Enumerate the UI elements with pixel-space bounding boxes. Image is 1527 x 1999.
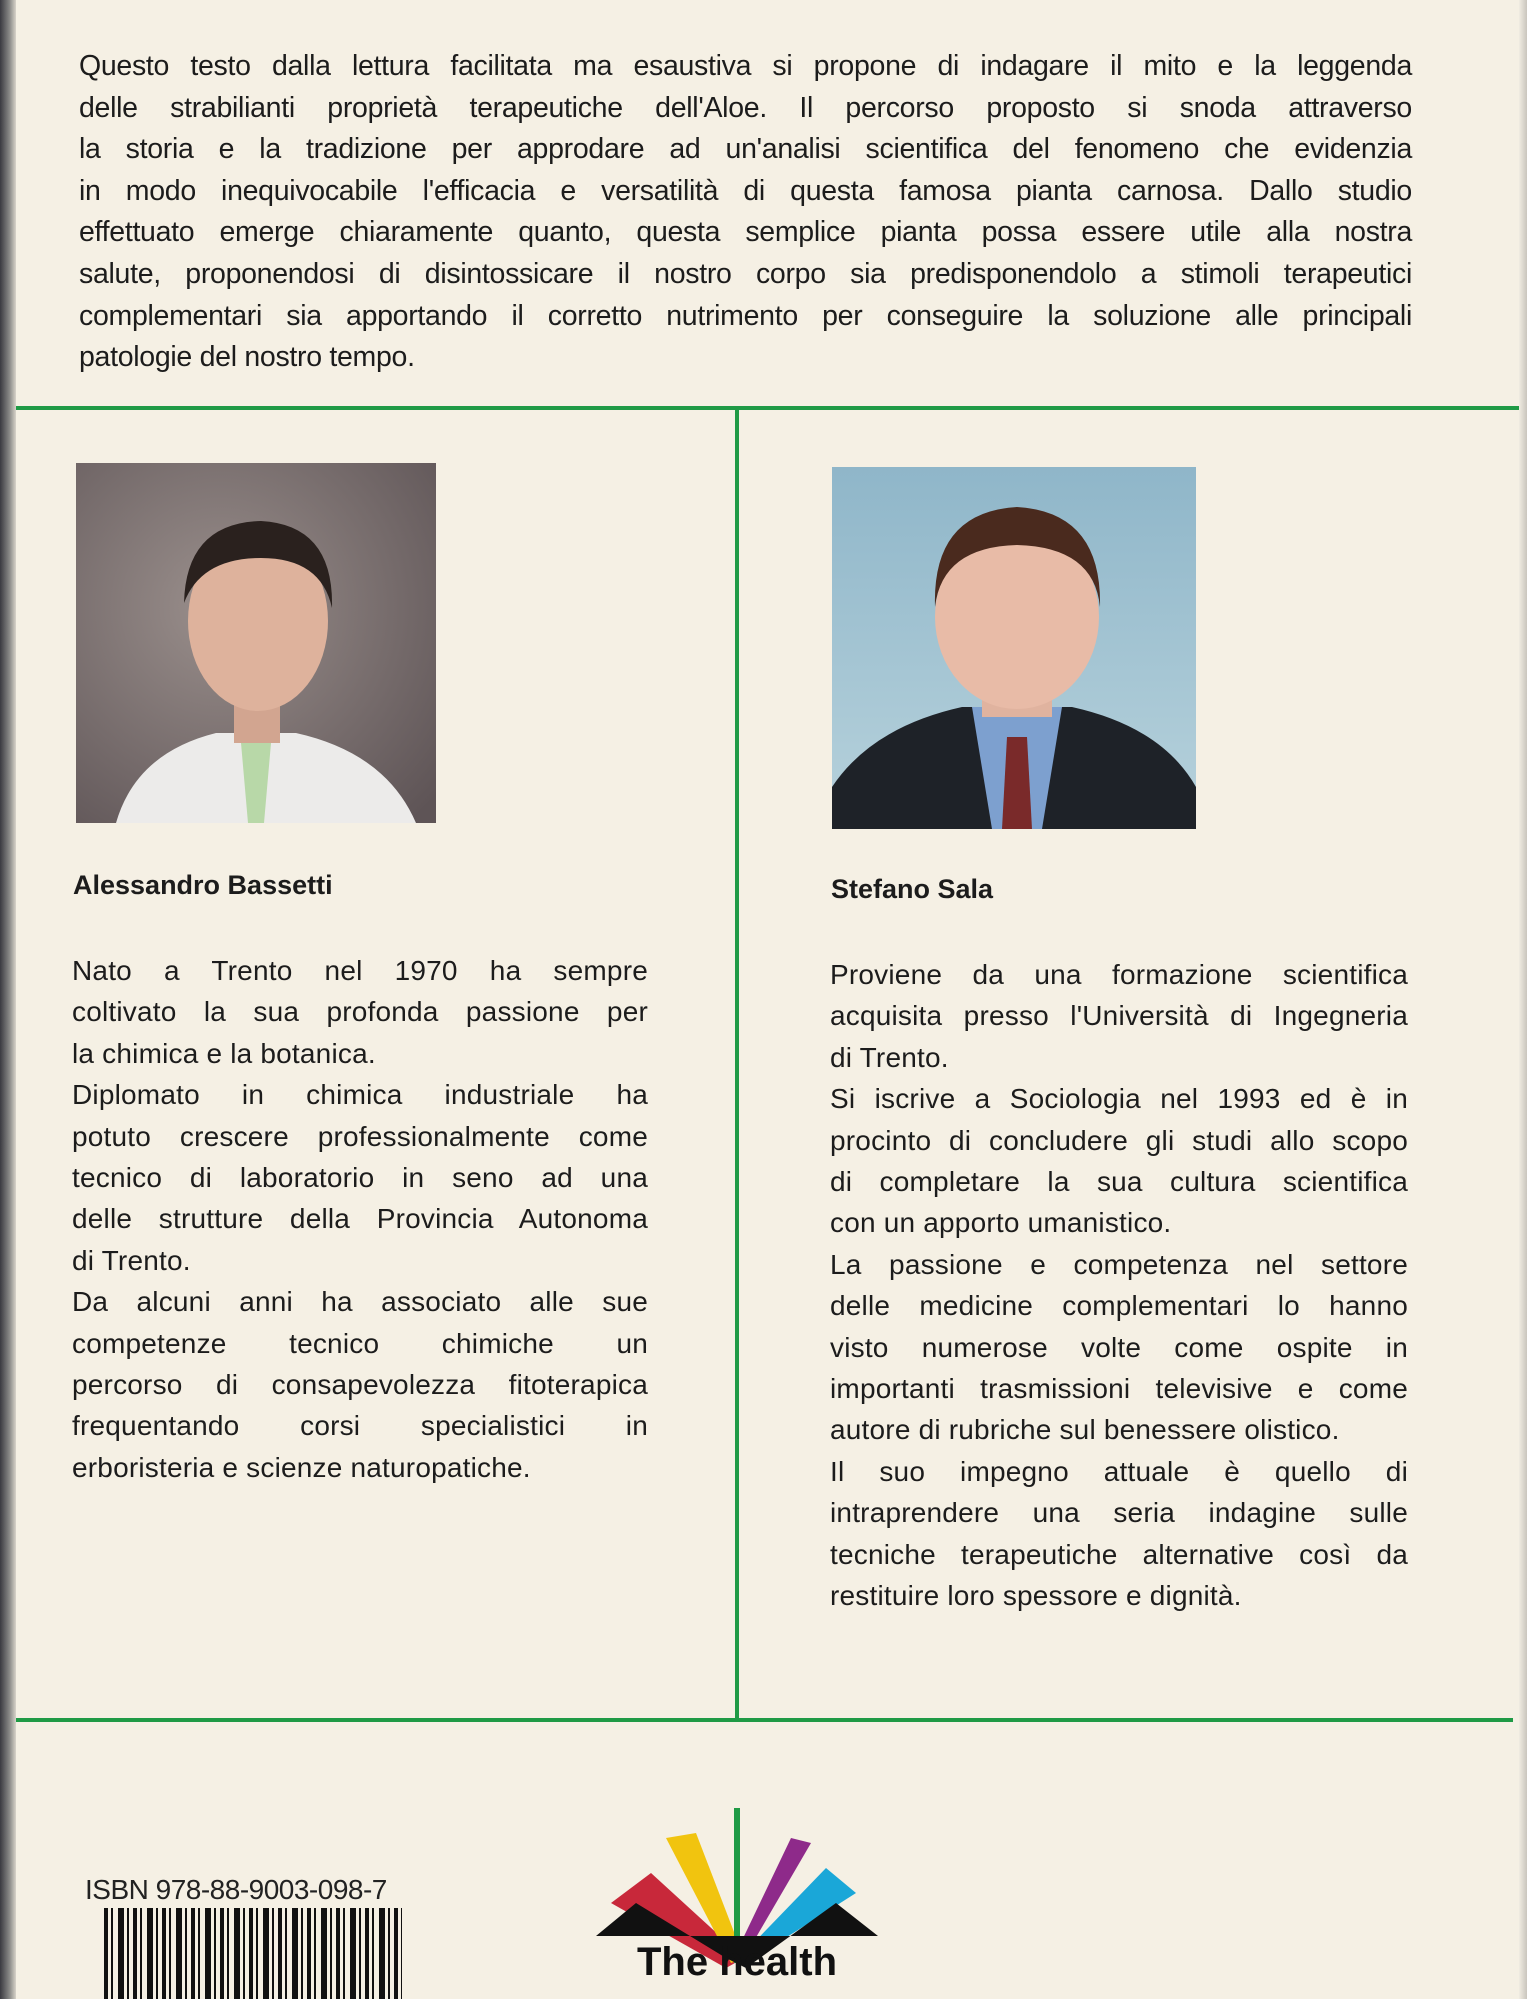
text-line: frequentando corsi specialistici in — [72, 1410, 648, 1442]
text-line: delle medicine complementari lo hanno — [830, 1290, 1408, 1322]
bottom-divider — [16, 1718, 1513, 1722]
text-line: Proviene da una formazione scientifica — [830, 959, 1408, 990]
author-bio-bassetti — [72, 950, 648, 1488]
text-line: salute, proponendosi di disintossicare il nostro corpo sia predisponendolo a stimoli terapeutici — [79, 257, 1412, 290]
text-line: autore di rubriche sul benessere olistico. — [830, 1414, 1340, 1446]
text-line: la chimica e la botanica. — [72, 1037, 376, 1069]
text-line: tecniche terapeutiche alternative così da — [830, 1538, 1408, 1570]
text-line: delle strabilianti proprietà terapeutiche dell'Aloe. Il percorso proposto si snoda attraverso — [79, 91, 1412, 124]
text-line: percorso di consapevolezza fitoterapica — [72, 1369, 648, 1401]
book-spine-edge — [0, 0, 16, 1999]
author-name: Alessandro Bassetti — [73, 870, 333, 900]
text-line: acquisita presso l'Università di Ingegneria — [830, 1000, 1408, 1032]
text-line: La passione e competenza nel settore — [830, 1248, 1408, 1280]
text-line: in modo inequivocabile l'efficacia e versatilità di questa famosa pianta carnosa. Dallo studio — [79, 174, 1412, 207]
text-line: complementari sia apportando il corretto nutrimento per conseguire la soluzione alle principali — [79, 299, 1412, 332]
text-line: effettuato emerge chiaramente quanto, questa semplice pianta possa essere utile alla nostra — [79, 216, 1412, 249]
text-line: Nato a Trento nel 1970 ha sempre — [72, 955, 648, 986]
text-line: Si iscrive a Sociologia nel 1993 ed è in — [830, 1083, 1408, 1115]
text-line: di completare la sua cultura scientifica — [830, 1166, 1408, 1198]
text-line: coltivato la sua profonda passione per — [72, 996, 648, 1028]
book-right-edge — [1519, 0, 1527, 1999]
publisher-logo-text: The health — [636, 1940, 838, 1984]
text-line: competenze tecnico chimiche un — [72, 1327, 648, 1359]
text-line: importanti trasmissioni televisive e come — [830, 1373, 1408, 1405]
intro-paragraph — [79, 46, 1412, 379]
text-line: Da alcuni anni ha associato alle sue — [72, 1286, 648, 1318]
text-line: Questo testo dalla lettura facilitata ma esaustiva si propone di indagare il mito e la leggenda — [79, 50, 1412, 82]
text-line: patologie del nostro tempo. — [79, 341, 415, 374]
text-line: intraprendere una seria indagine sulle — [830, 1497, 1408, 1529]
text-line: Il suo impegno attuale è quello di — [830, 1455, 1408, 1487]
barcode — [104, 1908, 402, 1999]
text-line: visto numerose volte come ospite in — [830, 1331, 1408, 1363]
text-line: Diplomato in chimica industriale ha — [72, 1079, 648, 1111]
text-line: potuto crescere professionalmente come — [72, 1120, 648, 1152]
author-photo-bassetti — [76, 463, 436, 823]
top-divider — [16, 406, 1519, 410]
text-line: restituire loro spessore e dignità. — [830, 1580, 1242, 1612]
text-line: tecnico di laboratorio in seno ad una — [72, 1162, 648, 1194]
author-name: Stefano Sala — [831, 874, 994, 904]
text-line: delle strutture della Provincia Autonoma — [72, 1203, 648, 1235]
text-line: di Trento. — [830, 1041, 949, 1073]
text-line: la storia e la tradizione per approdare ad un'analisi scientifica del fenomeno che evidenzia — [79, 133, 1412, 166]
text-line: procinto di concludere gli studi allo scopo — [830, 1124, 1408, 1156]
author-photo-sala — [832, 467, 1196, 829]
text-line: di Trento. — [72, 1244, 191, 1276]
text-line: erboristeria e scienze naturopatiche. — [72, 1451, 531, 1483]
isbn-label: ISBN 978-88-9003-098-7 — [85, 1874, 387, 1905]
author-bio-sala — [830, 954, 1408, 1617]
column-divider — [735, 406, 739, 1720]
text-line: con un apporto umanistico. — [830, 1207, 1172, 1239]
